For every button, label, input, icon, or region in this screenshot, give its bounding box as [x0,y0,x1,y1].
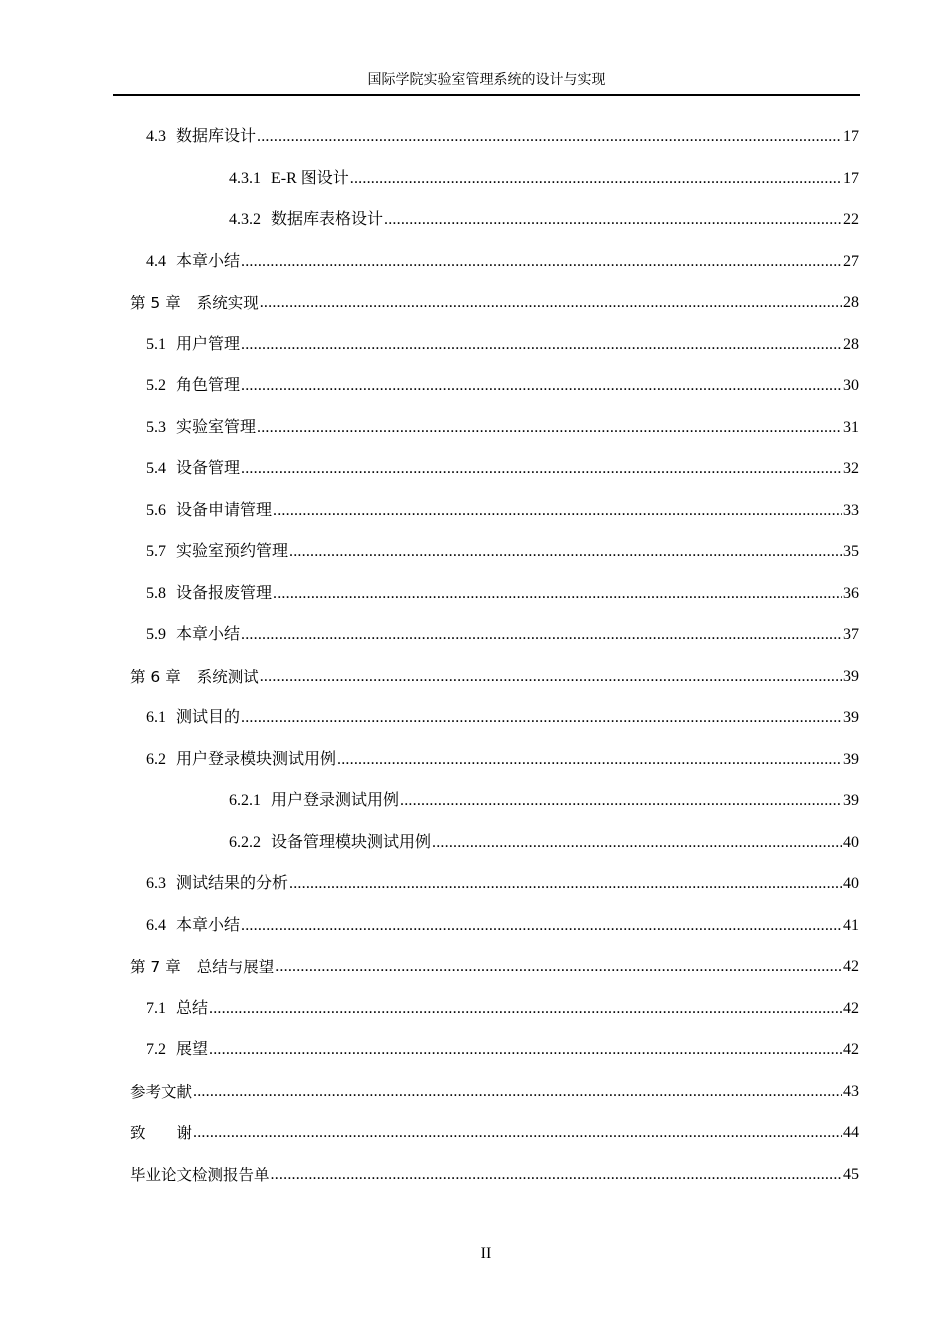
toc-entry-label [130,293,260,313]
toc-chapter-number: 第 6 章 [130,668,181,686]
toc-entry-title: 实验室预约管理 [176,543,289,560]
toc-entry-number: 6.2.1 [229,792,261,809]
toc-entry-page: 17 [843,128,859,145]
toc-entry-page: 30 [843,377,859,394]
toc-entry-title: 系统测试 [196,668,259,686]
toc-entry[interactable] [146,704,859,728]
toc-entry-page: 44 [843,1124,859,1141]
toc-entry-label [130,957,275,977]
toc-entry[interactable] [146,538,859,562]
toc-entry-page: 33 [843,502,859,519]
toc-entry-title: 测试结果的分析 [176,875,289,892]
toc-entry-title: 展望 [176,1041,209,1058]
toc-entry-label [146,542,289,562]
toc-entry-number: 4.3 [146,128,166,145]
toc-chapter-number: 第 7 章 [130,958,181,976]
toc-leader-dots [241,625,842,645]
toc-entry-label [130,1123,193,1143]
toc-entry-number: 6.1 [146,709,166,726]
toc-entry-number: 4.3.1 [229,170,261,187]
toc-entry-label [146,335,241,355]
toc-chapter-entry[interactable] [130,1078,859,1102]
toc-entry-label [130,1165,271,1185]
toc-entry-title: 设备管理模块测试用例 [271,834,432,851]
toc-entry[interactable] [146,912,859,936]
toc-chapter-entry[interactable] [130,289,859,313]
toc-entry-label [146,418,257,438]
toc-entry-title: 设备管理 [176,460,241,477]
toc-entry-title: 设备申请管理 [176,502,273,519]
toc-entry-title: 参考文献 [130,1083,193,1101]
toc-entry-title: E-R 图设计 [271,170,349,187]
toc-entry-page: 40 [843,834,859,851]
toc-entry-label [229,210,384,230]
toc-leader-dots [289,542,842,562]
toc-entry-number: 5.4 [146,460,166,477]
toc-entry-title: 本章小结 [176,253,241,270]
toc-entry-title: 数据库表格设计 [271,211,384,228]
toc-entry-page: 37 [843,626,859,643]
toc-entry-number: 6.2.2 [229,834,261,851]
toc-leader-dots [193,1082,842,1102]
toc-entry-label [146,625,241,645]
toc-entry[interactable] [146,331,859,355]
toc-entry[interactable] [146,497,859,521]
toc-chapter-entry[interactable] [130,663,859,687]
toc-leader-dots [241,335,842,355]
toc-entry[interactable] [229,787,859,811]
toc-leader-dots [400,791,842,811]
toc-entry-page: 42 [843,1000,859,1017]
toc-entry-number: 7.2 [146,1041,166,1058]
page-number-footer: II [480,1245,492,1262]
toc-entry-title: 角色管理 [176,377,241,394]
toc-entry-label [130,1082,193,1102]
toc-entry-page: 45 [843,1166,859,1183]
toc-entry-page: 36 [843,585,859,602]
toc-entry-label [146,127,257,147]
toc-entry-title: 总结与展望 [196,958,275,976]
toc-entry-label [146,750,337,770]
toc-leader-dots [275,957,842,977]
toc-entry-page: 43 [843,1083,859,1100]
toc-leader-dots [273,584,842,604]
toc-entry-number: 5.3 [146,419,166,436]
toc-entry-page: 42 [843,958,859,975]
toc-entry-label [146,584,273,604]
toc-entry[interactable] [146,870,859,894]
toc-chapter-entry[interactable] [130,1119,859,1143]
toc-entry-label [146,376,241,396]
toc-entry-label [229,833,432,853]
toc-leader-dots [432,833,842,853]
toc-entry-title: 数据库设计 [176,128,257,145]
toc-entry[interactable] [146,414,859,438]
toc-entry[interactable] [146,746,859,770]
toc-entry-page: 39 [843,751,859,768]
toc-entry[interactable] [229,206,859,230]
toc-entry-title: 本章小结 [176,626,241,643]
toc-entry-title: 本章小结 [176,917,241,934]
toc-leader-dots [241,708,842,728]
toc-entry-number: 6.4 [146,917,166,934]
toc-chapter-number: 第 5 章 [130,294,181,312]
toc-entry-title: 致 谢 [130,1124,193,1142]
toc-leader-dots [193,1123,842,1143]
toc-entry-number: 5.2 [146,377,166,394]
toc-entry-label [146,916,241,936]
toc-entry-page: 39 [843,792,859,809]
toc-entry[interactable] [146,580,859,604]
toc-entry-page: 31 [843,419,859,436]
toc-entry[interactable] [146,455,859,479]
toc-entry[interactable] [146,123,859,147]
toc-entry[interactable] [146,372,859,396]
toc-entry[interactable] [229,165,859,189]
toc-chapter-entry[interactable] [130,953,859,977]
toc-chapter-entry[interactable] [130,1161,859,1185]
toc-entry[interactable] [229,829,859,853]
toc-entry-number: 6.2 [146,751,166,768]
toc-leader-dots [260,667,842,687]
toc-entry-number: 5.7 [146,543,166,560]
toc-entry-page: 41 [843,917,859,934]
toc-entry-label [229,791,400,811]
toc-entry-page: 39 [843,709,859,726]
toc-entry-page: 42 [843,1041,859,1058]
toc-entry-page: 39 [843,668,859,685]
toc-entry-label [146,252,241,272]
toc-entry-page: 17 [843,170,859,187]
toc-entry[interactable] [146,995,859,1019]
toc-entry-page: 28 [843,336,859,353]
toc-entry-title: 用户登录测试用例 [271,792,400,809]
toc-entry-label [146,874,289,894]
toc-entry-number: 5.6 [146,502,166,519]
header-rule [113,94,860,96]
toc-entry-label [229,169,350,189]
toc-entry-label [146,501,273,521]
toc-leader-dots [209,999,842,1019]
toc-entry-number: 5.8 [146,585,166,602]
toc-entry-page: 40 [843,875,859,892]
toc-entry-number: 4.3.2 [229,211,261,228]
toc-entry-label [146,999,209,1019]
toc-entry[interactable] [146,621,859,645]
toc-leader-dots [289,874,842,894]
toc-entry-page: 32 [843,460,859,477]
toc-leader-dots [384,210,842,230]
running-header: 国际学院实验室管理系统的设计与实现 [367,72,606,88]
toc-entry-title: 用户登录模块测试用例 [176,751,337,768]
toc-entry-page: 22 [843,211,859,228]
toc-entry-number: 7.1 [146,1000,166,1017]
toc-leader-dots [241,459,842,479]
toc-leader-dots [257,127,842,147]
toc-entry-number: 5.1 [146,336,166,353]
toc-entry-number: 6.3 [146,875,166,892]
toc-entry-number: 5.9 [146,626,166,643]
toc-leader-dots [241,376,842,396]
toc-leader-dots [260,293,842,313]
toc-leader-dots [271,1165,842,1185]
toc-entry-title: 系统实现 [196,294,259,312]
toc-leader-dots [337,750,842,770]
toc-entry-label [146,1040,209,1060]
toc-entry[interactable] [146,1036,859,1060]
toc-entry[interactable] [146,248,859,272]
toc-leader-dots [241,916,842,936]
toc-entry-title: 实验室管理 [176,419,257,436]
toc-leader-dots [273,501,842,521]
toc-entry-title: 总结 [176,1000,209,1017]
toc-leader-dots [241,252,842,272]
toc-entry-title: 用户管理 [176,336,241,353]
toc-entry-number: 4.4 [146,253,166,270]
toc-entry-label [130,667,260,687]
toc-entry-label [146,459,241,479]
toc-entry-title: 测试目的 [176,709,241,726]
toc-entry-label [146,708,241,728]
toc-entry-page: 28 [843,294,859,311]
toc-leader-dots [209,1040,842,1060]
toc-leader-dots [350,169,842,189]
toc-entry-page: 35 [843,543,859,560]
toc-entry-title: 设备报废管理 [176,585,273,602]
toc-leader-dots [257,418,842,438]
toc-entry-title: 毕业论文检测报告单 [130,1166,270,1184]
toc-entry-page: 27 [843,253,859,270]
